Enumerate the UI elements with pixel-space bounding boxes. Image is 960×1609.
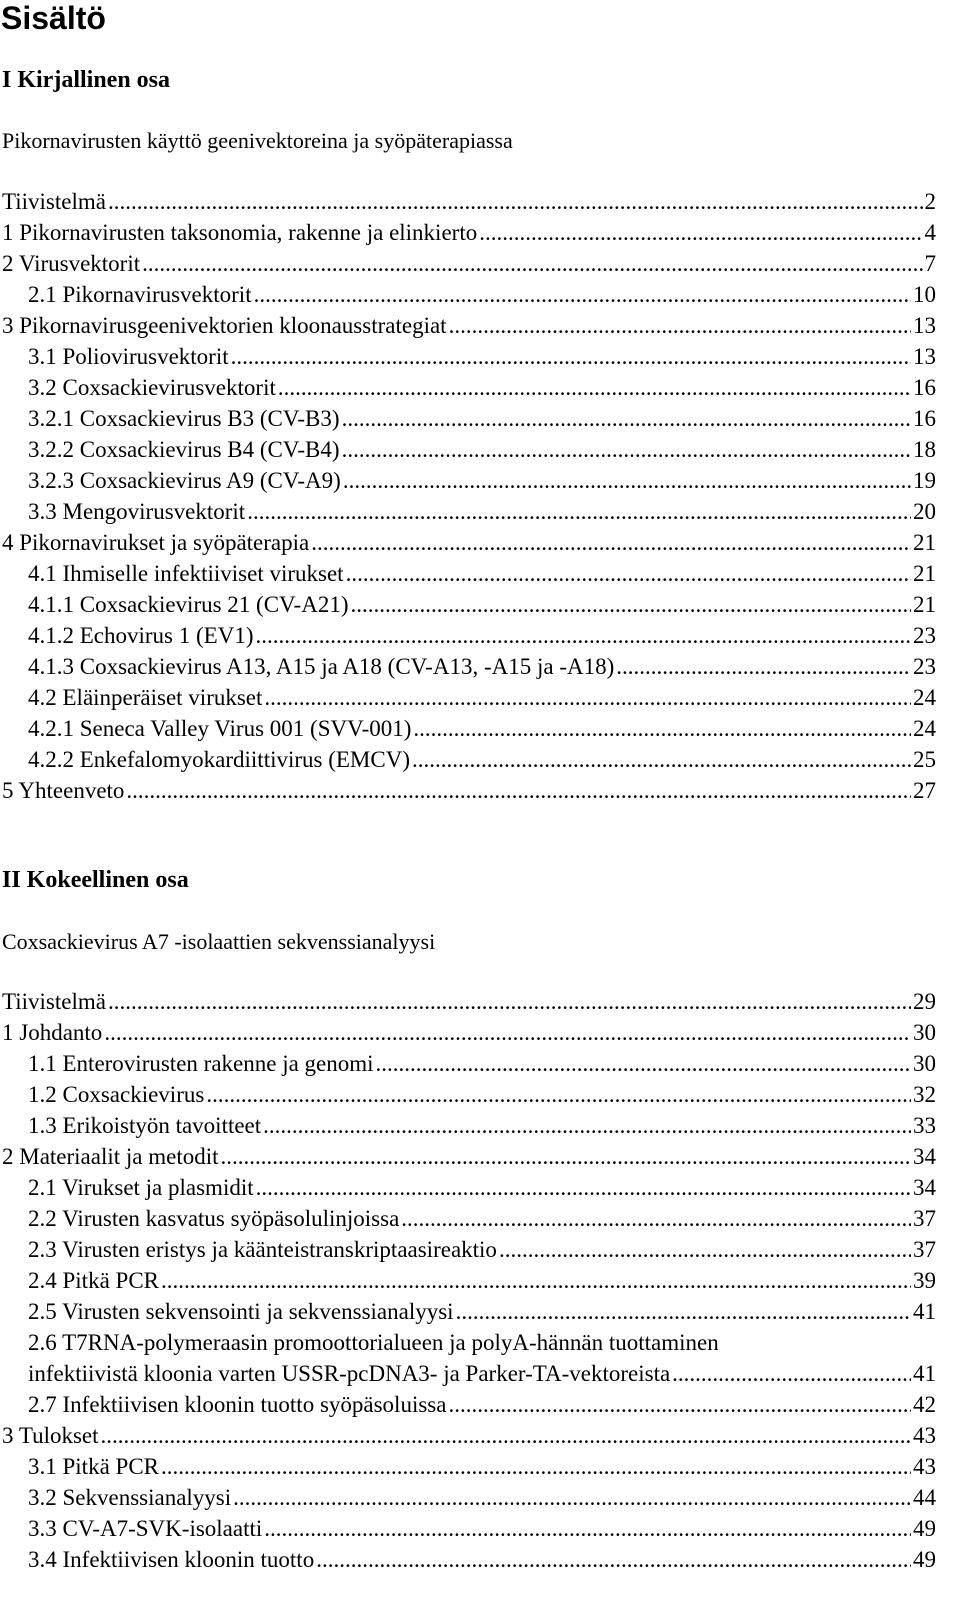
- toc-dot-leader: [161, 1451, 911, 1483]
- toc-dot-leader: [343, 465, 911, 497]
- toc-entry-label: 1 Johdanto: [2, 1020, 103, 1045]
- toc-page-number: 18: [913, 437, 936, 462]
- toc-dot-leader: [264, 1513, 911, 1545]
- part2-subtitle: Coxsackievirus A7 -isolaattien sekvenssianalyysi: [2, 929, 436, 954]
- toc-page-number: 10: [913, 282, 936, 307]
- toc-entry[interactable]: [2, 1420, 936, 1452]
- toc-entry-label: 2.5 Virusten sekvensointi ja sekvenssianalyysi: [28, 1299, 454, 1324]
- toc-page-number: 30: [913, 1020, 936, 1045]
- toc-entry-label: 3.2 Sekvenssianalyysi: [28, 1485, 232, 1510]
- toc-entry[interactable]: [2, 1389, 936, 1421]
- toc-entry[interactable]: [2, 496, 936, 528]
- toc-entry[interactable]: [2, 217, 936, 249]
- toc-entry[interactable]: [2, 1234, 936, 1266]
- toc-entry-label: infektiivistä kloonia varten USSR-pcDNA3- ja Parker-TA-vektoreista: [28, 1361, 671, 1386]
- toc-page-number: 13: [913, 313, 936, 338]
- toc-entry-label: 3.2.1 Coxsackievirus B3 (CV-B3): [28, 406, 340, 431]
- toc-dot-leader: [311, 527, 911, 559]
- toc-dot-leader: [448, 1389, 911, 1421]
- toc-page-number: 13: [913, 344, 936, 369]
- toc-entry[interactable]: [2, 248, 936, 280]
- toc-dot-leader: [456, 1296, 911, 1328]
- toc-entry[interactable]: [2, 403, 936, 435]
- toc-entry-label: 3 Pikornavirusgeenivektorien kloonausstrategiat: [2, 313, 447, 338]
- toc-dot-leader: [233, 1482, 911, 1514]
- toc-page-number: 21: [913, 592, 936, 617]
- toc-dot-leader: [350, 589, 911, 621]
- toc-page-number: 49: [913, 1516, 936, 1541]
- toc-entry-label: 2.3 Virusten eristys ja käänteistranskriptaasireaktio: [28, 1237, 497, 1262]
- toc-dot-leader: [104, 1017, 911, 1049]
- toc-entry[interactable]: [2, 1451, 936, 1483]
- toc-entry[interactable]: [2, 589, 936, 621]
- toc-dot-leader: [499, 1234, 911, 1266]
- toc-dot-leader: [247, 496, 911, 528]
- toc-entry[interactable]: [2, 1141, 936, 1173]
- toc-entry[interactable]: [2, 1203, 936, 1235]
- part1-subtitle: Pikornavirusten käyttö geenivektoreina ja syöpäterapiassa: [2, 128, 513, 153]
- toc-entry-label: 3.2 Coxsackievirusvektorit: [28, 375, 276, 400]
- toc-entry-label: 2.1 Virukset ja plasmidit: [28, 1175, 254, 1200]
- toc-entry-label: 4 Pikornavirukset ja syöpäterapia: [2, 530, 310, 555]
- toc-entry[interactable]: [2, 1482, 936, 1514]
- toc-page-number: 42: [913, 1392, 936, 1417]
- toc-entry[interactable]: [2, 1048, 936, 1080]
- toc-entry[interactable]: [2, 1358, 936, 1390]
- toc-entry[interactable]: [2, 1079, 936, 1111]
- toc-entry[interactable]: [2, 713, 936, 745]
- part2-title: II Kokeellinen osa: [2, 867, 189, 893]
- part1-title: I Kirjallinen osa: [2, 67, 171, 93]
- toc-page-number: 23: [913, 654, 936, 679]
- toc-entry-label: 3.1 Poliovirusvektorit: [28, 344, 229, 369]
- toc-entry-label: 4.1.1 Coxsackievirus 21 (CV-A21): [28, 592, 349, 617]
- toc-entry-label: 3.2.3 Coxsackievirus A9 (CV-A9): [28, 468, 341, 493]
- toc-entry[interactable]: [2, 1017, 936, 1049]
- toc-page-number: 23: [913, 623, 936, 648]
- toc-entry[interactable]: [2, 279, 936, 311]
- toc-entry[interactable]: [2, 527, 936, 559]
- toc-entry-label: 4.1 Ihmiselle infektiiviset virukset: [28, 561, 344, 586]
- toc-entry-label: 3.3 Mengovirusvektorit: [28, 499, 246, 524]
- toc-dot-leader: [126, 775, 911, 807]
- toc-page-number: 29: [913, 989, 936, 1014]
- toc-dot-leader: [278, 372, 911, 404]
- toc-dot-leader: [256, 620, 912, 652]
- toc-entry-label: 1 Pikornavirusten taksonomia, rakenne ja elinkierto: [2, 220, 478, 245]
- toc-page-number: 2: [924, 189, 936, 214]
- toc-dot-leader: [342, 403, 911, 435]
- toc-entry[interactable]: [2, 372, 936, 404]
- toc-page-number: 41: [913, 1361, 936, 1386]
- toc-dot-leader: [256, 1172, 911, 1204]
- toc-entry[interactable]: [2, 1296, 936, 1328]
- toc-dot-leader: [376, 1048, 911, 1080]
- toc-page-number: 33: [913, 1113, 936, 1138]
- toc-entry[interactable]: [2, 434, 936, 466]
- toc-entry[interactable]: [2, 1513, 936, 1545]
- toc-entry-label: 4.1.3 Coxsackievirus A13, A15 ja A18 (CV-A13, -A15 ja -A18): [28, 654, 615, 679]
- toc-dot-leader: [412, 744, 911, 776]
- toc-dot-leader: [413, 713, 911, 745]
- toc-page-number: 37: [913, 1206, 936, 1231]
- toc-entry[interactable]: [2, 310, 936, 342]
- toc-dot-leader: [316, 1544, 911, 1576]
- toc-dot-leader: [449, 310, 911, 342]
- toc-entry-label: 2.6 T7RNA-polymeraasin promoottorialueen ja polyA-hännän tuottaminen: [28, 1330, 719, 1355]
- toc-dot-leader: [142, 248, 922, 280]
- toc-dot-leader: [346, 558, 911, 590]
- toc-dot-leader: [479, 217, 922, 249]
- toc-entry-label: 3.4 Infektiivisen kloonin tuotto: [28, 1547, 315, 1572]
- toc-page-number: 44: [913, 1485, 936, 1510]
- toc-page-number: 41: [913, 1299, 936, 1324]
- toc-page-number: 32: [913, 1082, 936, 1107]
- toc-page-number: 19: [913, 468, 936, 493]
- toc-entry[interactable]: [2, 465, 936, 497]
- toc-entry-label: 2.7 Infektiivisen kloonin tuotto syöpäsoluissa: [28, 1392, 447, 1417]
- toc-page-number: 16: [913, 375, 936, 400]
- toc-dot-leader: [206, 1079, 911, 1111]
- toc-entry-label: 2 Materiaalit ja metodit: [2, 1144, 219, 1169]
- toc-entry-label: Tiivistelmä: [2, 189, 106, 214]
- toc-entry-label: 1.3 Erikoistyön tavoitteet: [28, 1113, 262, 1138]
- toc-entry-label: 4.1.2 Echovirus 1 (EV1): [28, 623, 254, 648]
- toc-entry[interactable]: [2, 651, 936, 683]
- toc-dot-leader: [264, 682, 911, 714]
- toc-page-number: 25: [913, 747, 936, 772]
- toc-entry[interactable]: [2, 682, 936, 714]
- toc-entry[interactable]: [2, 620, 936, 652]
- toc-entry[interactable]: [2, 775, 936, 807]
- toc-dot-leader: [342, 434, 911, 466]
- toc-page-number: 24: [913, 716, 936, 741]
- toc-page-number: 4: [924, 220, 936, 245]
- page-title: Sisältö: [1, 0, 106, 36]
- toc-entry-label: 1.2 Coxsackievirus: [28, 1082, 205, 1107]
- toc-page-number: 27: [913, 778, 936, 803]
- toc-entry-label: 4.2.1 Seneca Valley Virus 001 (SVV-001): [28, 716, 412, 741]
- toc-entry-label: Tiivistelmä: [2, 989, 106, 1014]
- toc-entry-label: 3.2.2 Coxsackievirus B4 (CV-B4): [28, 437, 340, 462]
- toc-entry-label: 3 Tulokset: [2, 1423, 99, 1448]
- toc-page-number: 43: [913, 1423, 936, 1448]
- toc-page-number: 7: [924, 251, 936, 276]
- toc-entry-label: 4.2.2 Enkefalomyokardiittivirus (EMCV): [28, 747, 410, 772]
- toc-entry-label: 4.2 Eläinperäiset virukset: [28, 685, 263, 710]
- toc-page-number: 16: [913, 406, 936, 431]
- toc-entry-label: 3.1 Pitkä PCR: [28, 1454, 160, 1479]
- toc-page-number: 34: [913, 1144, 936, 1169]
- toc-entry[interactable]: [2, 186, 936, 218]
- toc-dot-leader: [108, 186, 923, 218]
- toc-entry-label: 2.1 Pikornavirusvektorit: [28, 282, 252, 307]
- toc-page-number: 49: [913, 1547, 936, 1572]
- toc-entry-label: 5 Yhteenveto: [2, 778, 125, 803]
- toc-page-number: 34: [913, 1175, 936, 1200]
- toc-page-number: 21: [913, 561, 936, 586]
- toc-dot-leader: [101, 1420, 911, 1452]
- toc-entry[interactable]: [2, 1544, 936, 1576]
- toc-dot-leader: [231, 341, 911, 373]
- toc-entry[interactable]: [2, 1110, 936, 1142]
- toc-dot-leader: [161, 1265, 911, 1297]
- toc-entry-label: 3.3 CV-A7-SVK-isolaatti: [28, 1516, 263, 1541]
- toc-page-number: 39: [913, 1268, 936, 1293]
- toc-entry[interactable]: [2, 1327, 936, 1359]
- toc-dot-leader: [672, 1358, 911, 1390]
- toc-dot-leader: [616, 651, 911, 683]
- toc-dot-leader: [108, 986, 911, 1018]
- toc-page-number: 21: [913, 530, 936, 555]
- toc-entry[interactable]: [2, 1265, 936, 1297]
- toc-page-number: 37: [913, 1237, 936, 1262]
- toc-entry-label: 2.4 Pitkä PCR: [28, 1268, 160, 1293]
- toc-entry[interactable]: [2, 744, 936, 776]
- toc-page-number: 30: [913, 1051, 936, 1076]
- toc-dot-leader: [221, 1141, 911, 1173]
- toc-dot-leader: [254, 279, 911, 311]
- toc-entry-label: 2.2 Virusten kasvatus syöpäsolulinjoissa: [28, 1206, 400, 1231]
- toc-page-number: 20: [913, 499, 936, 524]
- toc-entry[interactable]: [2, 558, 936, 590]
- toc-page-number: 24: [913, 685, 936, 710]
- toc-entry-label: 1.1 Enterovirusten rakenne ja genomi: [28, 1051, 374, 1076]
- toc-page-number: 43: [913, 1454, 936, 1479]
- toc-entry[interactable]: [2, 341, 936, 373]
- toc-entry[interactable]: [2, 986, 936, 1018]
- toc-dot-leader: [401, 1203, 911, 1235]
- toc-entry-label: 2 Virusvektorit: [2, 251, 141, 276]
- toc-dot-leader: [263, 1110, 911, 1142]
- toc-entry[interactable]: [2, 1172, 936, 1204]
